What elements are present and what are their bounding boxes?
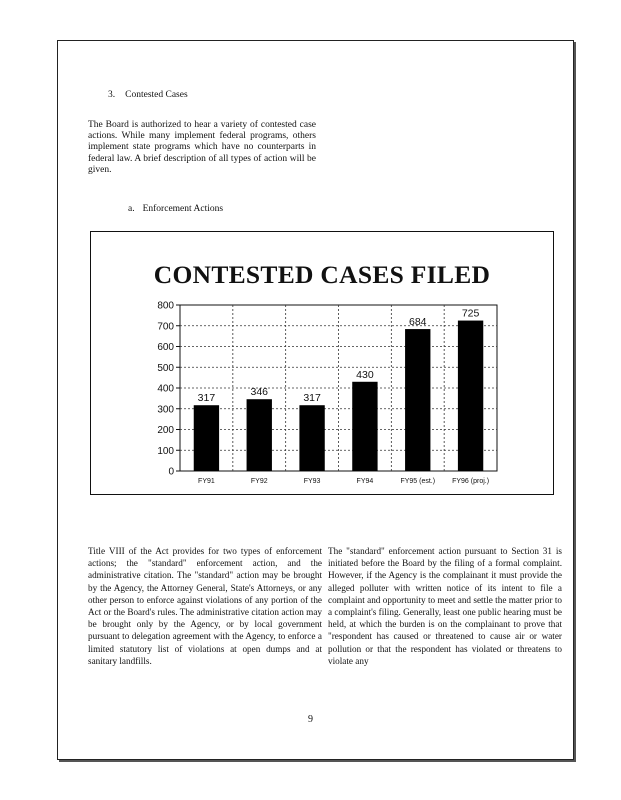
bar-fy92 <box>247 399 272 471</box>
body-column-left: Title VIII of the Act provides for two types of enforcement actions; the "standard" enforcement action, and the administrative citation. The "standard" action may be brought by the Agency, the Attorney General, State's Attorneys, or any other person to enforce against violations of any portion of the Act or the Board's rules. The administrative citation action may be brought only by the Agency, or by local government pursuant to delegation agreement with the Agency, to enforce a limited statutory list of violations at open dumps and at sanitary landfills. <box>88 546 322 666</box>
section-title: Contested Cases <box>125 90 188 100</box>
bar-value-label: 317 <box>197 392 216 405</box>
page-number: 9 <box>308 714 313 725</box>
bar-fy96-proj <box>458 321 483 471</box>
x-category-label: FY91 <box>198 478 215 485</box>
subsection-number: a. <box>128 204 135 214</box>
bar-fy93 <box>299 405 324 471</box>
y-tick-label: 100 <box>157 445 174 457</box>
bar-value-label: 684 <box>408 316 427 329</box>
bar-fy95-est <box>405 329 430 471</box>
x-category-label: FY92 <box>250 478 268 485</box>
x-category-label: FY94 <box>356 478 374 485</box>
y-tick-label: 500 <box>157 362 174 374</box>
body-column-right: The "standard" enforcement action pursuant to Section 31 is initiated before the Board by the filing of a formal complaint. However, if the Agency is the complainant it must provide the alleged polluter with written notice of its intent to file a complaint and opportunity to meet and settle the matter prior to a complaint's filing. Generally, least one public hearing must be held, at which the burden is on the complainant to prove that "respondent has caused or threatened to cause air or water pollution or that the respondent has violated or threatens to violate any <box>328 546 562 666</box>
x-category-label: FY95 (est.) <box>400 478 436 485</box>
x-category-label: FY93 <box>303 478 321 485</box>
y-tick-label: 700 <box>157 321 174 333</box>
y-tick-label: 200 <box>157 425 174 436</box>
y-tick-label: 600 <box>157 342 174 353</box>
subsection-title: Enforcement Actions <box>142 204 224 214</box>
bar-value-label: 317 <box>303 392 321 405</box>
x-category-label: FY96 (proj.) <box>452 478 490 485</box>
chart-title: CONTESTED CASES FILED <box>153 260 491 289</box>
y-tick-label: 800 <box>157 300 174 312</box>
chart-container <box>90 231 554 495</box>
bar-value-label: 346 <box>250 386 269 399</box>
intro-paragraph: The Board is authorized to hear a variety of contested case actions. While many implement federal programs, others implement state programs which have no counterparts in federal law. A brief description of all types of action will be given. <box>88 120 316 175</box>
bar-value-label: 725 <box>461 307 480 320</box>
bar-fy94 <box>352 382 377 471</box>
y-tick-label: 0 <box>168 466 174 478</box>
bar-chart <box>91 232 553 494</box>
section-heading <box>108 90 188 100</box>
subsection-heading <box>128 204 223 214</box>
y-tick-label: 300 <box>157 404 174 416</box>
bar-value-label: 430 <box>356 368 374 381</box>
bar-fy91 <box>194 405 219 471</box>
section-number: 3. <box>108 90 116 100</box>
y-tick-label: 400 <box>157 383 174 395</box>
